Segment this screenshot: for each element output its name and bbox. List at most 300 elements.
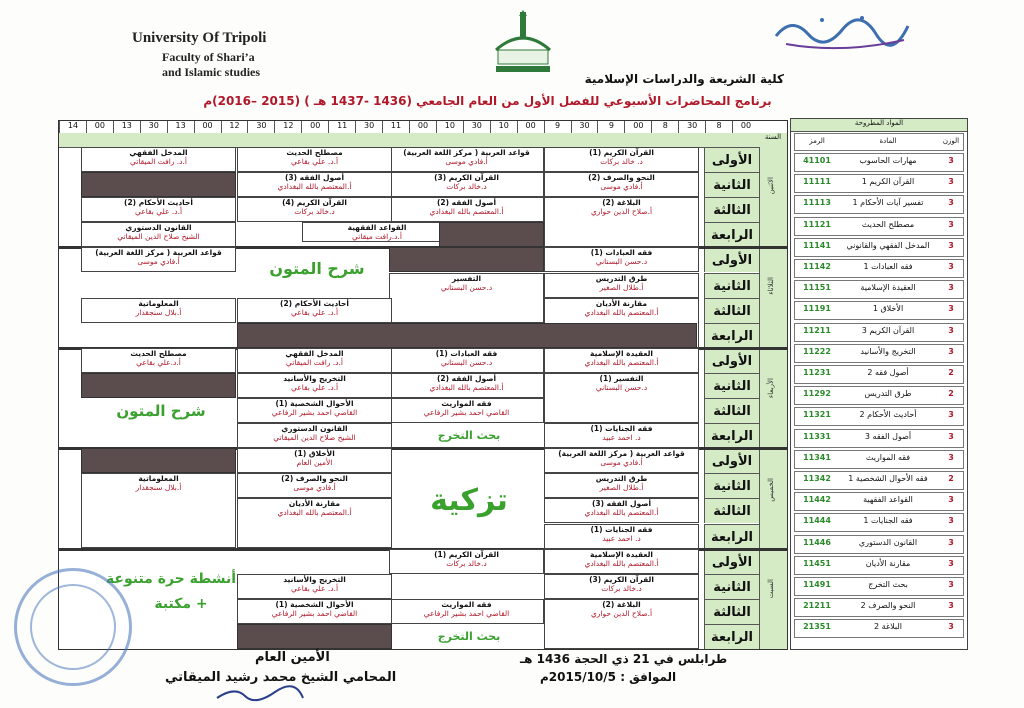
year-label: الأولى bbox=[704, 549, 759, 574]
course-name: التخريج والأسانيد bbox=[283, 373, 346, 383]
subject-weight: 3 bbox=[948, 240, 954, 250]
time-label: 14 bbox=[59, 121, 86, 133]
course-name: القرآن الكريم (3) bbox=[434, 173, 499, 183]
course-name: فقه المواريث bbox=[441, 599, 492, 609]
course-slot bbox=[389, 197, 544, 222]
course-name: مقارنة الأديان bbox=[288, 499, 341, 509]
subject-name: التخريج والأسانيد bbox=[860, 346, 916, 356]
course-name: أصول الفقه (2) bbox=[436, 373, 497, 383]
course-slot bbox=[237, 348, 392, 373]
subject-name: القانون الدستوري bbox=[858, 537, 918, 547]
time-header-bar bbox=[59, 133, 787, 148]
course-slot bbox=[544, 423, 699, 448]
course-slot bbox=[237, 599, 392, 624]
course-teacher: أ.المعتصم بالله البغدادي bbox=[584, 307, 659, 317]
course-slot bbox=[544, 172, 699, 197]
course-teacher: أ.طلال الصغير bbox=[599, 282, 644, 292]
course-teacher: أ.د.علي بقاعي bbox=[136, 357, 181, 367]
course-teacher: د. احمد عبيد bbox=[602, 533, 641, 543]
course-name: أحاديث الأحكام (2) bbox=[124, 198, 193, 208]
subject-weight: 3 bbox=[948, 452, 954, 462]
day-label: الثلاثاء bbox=[767, 277, 775, 296]
subject-name: مصطلح الحديث bbox=[861, 219, 915, 229]
course-slot bbox=[302, 222, 452, 242]
course-slot bbox=[544, 473, 699, 498]
time-label: 00 bbox=[732, 121, 759, 133]
course-slot bbox=[544, 147, 699, 172]
time-label: 30 bbox=[355, 121, 382, 133]
year-label: الرابعة bbox=[704, 323, 759, 348]
course-name: التفسير (1) bbox=[599, 373, 644, 383]
subject-row bbox=[794, 577, 964, 596]
year-label: الرابعة bbox=[704, 624, 759, 649]
time-label: 11 bbox=[328, 121, 355, 133]
course-name: المعلوماتية bbox=[138, 298, 179, 308]
time-label: 30 bbox=[140, 121, 167, 133]
course-teacher: أ.فادي موسى bbox=[600, 182, 643, 192]
subject-weight: 2 bbox=[948, 474, 954, 483]
year-label: الثانية bbox=[704, 574, 759, 599]
course-name: البلاغة (2) bbox=[602, 198, 641, 208]
subject-weight: 3 bbox=[948, 601, 954, 611]
subject-row bbox=[794, 280, 964, 299]
year-label: الأولى bbox=[704, 448, 759, 473]
course-name: المعلوماتية bbox=[138, 474, 179, 484]
subject-row bbox=[794, 344, 964, 363]
subject-name: الأخلاق 1 bbox=[872, 304, 904, 314]
course-name: النحو والصرف (2) bbox=[281, 474, 348, 484]
subject-code: 11222 bbox=[803, 346, 831, 356]
year-label: الرابعة bbox=[704, 524, 759, 549]
course-slot bbox=[237, 574, 392, 599]
course-teacher: د.خالد بركات bbox=[446, 182, 487, 192]
official-stamp-inner-ring bbox=[30, 584, 116, 670]
course-slot bbox=[389, 147, 544, 172]
year-column-header: السنة bbox=[764, 133, 782, 141]
course-name: التفسير bbox=[451, 273, 482, 283]
subject-code: 11231 bbox=[803, 368, 831, 377]
course-name: مصطلح الحديث bbox=[286, 148, 343, 157]
library-label: + مكتبة bbox=[154, 595, 208, 612]
date-hijri: طرابلس في 21 ذي الحجة 1436 هـ bbox=[520, 652, 728, 666]
subject-code: 11142 bbox=[803, 262, 831, 271]
subject-weight: 3 bbox=[948, 346, 954, 356]
course-teacher: أ.د. رافت الميقاتي bbox=[285, 357, 343, 367]
course-name: قواعد العربية ( مركز اللغة العربية) bbox=[95, 248, 222, 258]
course-name: القرآن الكريم (1) bbox=[434, 549, 499, 559]
subject-row bbox=[794, 365, 964, 384]
subject-code: 11342 bbox=[803, 474, 831, 483]
course-slot bbox=[544, 273, 699, 298]
subject-weight: 3 bbox=[948, 622, 954, 632]
course-teacher: د. خالد بركات bbox=[600, 157, 643, 166]
course-name: القرآن الكريم (4) bbox=[282, 198, 347, 208]
subjects-table-header bbox=[794, 133, 964, 151]
course-name: أحاديث الأحكام (2) bbox=[280, 298, 349, 308]
subject-name: البلاغة 2 bbox=[874, 622, 902, 632]
course-name: النحو والصرف (2) bbox=[588, 173, 655, 183]
course-teacher: أ.طلال الصغير bbox=[599, 483, 644, 493]
university-logo bbox=[490, 10, 556, 76]
course-teacher: أ.د. علي بقاعي bbox=[290, 583, 339, 593]
course-slot bbox=[544, 247, 699, 272]
subject-row bbox=[794, 535, 964, 554]
course-slot bbox=[81, 247, 236, 272]
subject-weight: 3 bbox=[948, 262, 954, 271]
subject-code: 11446 bbox=[803, 537, 831, 547]
subject-weight: 3 bbox=[948, 304, 954, 314]
course-slot bbox=[237, 172, 392, 197]
subject-name: أصول فقه 2 bbox=[867, 368, 909, 377]
course-slot bbox=[237, 197, 392, 222]
subject-name: فقه العبادات 1 bbox=[863, 262, 913, 271]
subject-name: فقه الأحوال الشخصية 1 bbox=[848, 474, 928, 483]
course-name: التخريج والأسانيد bbox=[283, 574, 346, 584]
course-teacher: القاضي احمد بشير الرفاعي bbox=[423, 608, 510, 618]
subject-code: 11451 bbox=[803, 558, 831, 568]
course-slot bbox=[389, 273, 544, 323]
course-name: المدخل الفقهي bbox=[285, 348, 344, 358]
subject-row bbox=[794, 407, 964, 426]
course-teacher: أ.المعتصم بالله البغدادي bbox=[584, 558, 659, 568]
course-name: الأحوال الشخصية (1) bbox=[275, 599, 354, 609]
course-slot bbox=[544, 574, 699, 599]
empty-slot bbox=[439, 222, 544, 247]
course-slot bbox=[237, 373, 392, 398]
subject-row bbox=[794, 471, 964, 490]
course-teacher: أ.د. علي بقاعي bbox=[290, 307, 339, 317]
year-label: الأولى bbox=[704, 147, 759, 172]
subject-weight: 3 bbox=[948, 283, 954, 293]
subject-weight: 3 bbox=[948, 219, 954, 229]
subject-name: مقارنة الأديان bbox=[865, 558, 911, 568]
column-header-weight: الوزن bbox=[942, 137, 960, 145]
course-teacher: القاضي احمد بشير الرفاعي bbox=[423, 408, 510, 417]
course-slot bbox=[81, 197, 236, 222]
subject-weight: 3 bbox=[948, 198, 954, 208]
subject-name: القرآن الكريم 3 bbox=[861, 325, 915, 335]
course-teacher: أ.المعتصم بالله البغدادي bbox=[277, 508, 352, 518]
course-teacher: الشيخ صلاح الدين الميقاتي bbox=[117, 232, 200, 242]
course-slot bbox=[389, 549, 544, 574]
course-teacher: أ.د. علي بقاعي bbox=[290, 382, 339, 392]
course-slot bbox=[544, 348, 699, 373]
subject-row bbox=[794, 301, 964, 320]
year-label: الثانية bbox=[704, 473, 759, 498]
year-label: الثالثة bbox=[704, 599, 759, 624]
course-teacher: د.خالد بركات bbox=[601, 583, 642, 593]
empty-slot bbox=[237, 323, 697, 348]
course-teacher: أ.المعتصم بالله البغدادي bbox=[429, 207, 504, 217]
faculty-name-ar: كلية الشريعة والدراسات الإسلامية bbox=[584, 72, 784, 86]
subject-code: 11341 bbox=[803, 452, 831, 462]
subject-name: أصول الفقه 3 bbox=[864, 431, 912, 441]
time-label: 00 bbox=[624, 121, 651, 133]
course-teacher: د.حسن البستاني bbox=[440, 357, 493, 367]
subjects-table-title: المواد المطروحة bbox=[791, 119, 967, 132]
subject-row bbox=[794, 174, 964, 193]
tazkiya-label: تزكية bbox=[430, 483, 508, 519]
course-slot bbox=[389, 348, 544, 373]
university-name-en: University Of Tripoli bbox=[132, 30, 267, 46]
course-slot bbox=[237, 473, 392, 498]
subject-row bbox=[794, 492, 964, 511]
course-name: فقه المواريث bbox=[441, 399, 492, 408]
empty-slot bbox=[237, 624, 392, 649]
day-label: الأربعاء bbox=[767, 377, 775, 398]
subject-code: 41101 bbox=[803, 156, 831, 165]
course-teacher: د. احمد عبيد bbox=[602, 433, 641, 443]
activities-label: أنشطة حرة متنوعة bbox=[105, 570, 237, 587]
time-label: 12 bbox=[221, 121, 248, 133]
time-label: 30 bbox=[463, 121, 490, 133]
course-slot bbox=[81, 222, 236, 247]
subject-name: النحو والصرف 2 bbox=[860, 601, 916, 611]
graduation-research-label: بحث التخرج bbox=[437, 629, 501, 643]
time-label: 00 bbox=[194, 121, 221, 133]
time-label: 10 bbox=[490, 121, 517, 133]
course-slot bbox=[544, 549, 699, 574]
time-label: 30 bbox=[678, 121, 705, 133]
course-teacher: أ.د. علي بقاعي bbox=[290, 157, 339, 166]
course-teacher: أ.فادي موسى bbox=[445, 157, 488, 166]
subject-row bbox=[794, 513, 964, 532]
course-teacher: أ.فادي موسى bbox=[137, 257, 180, 267]
subject-weight: 2 bbox=[948, 389, 954, 399]
course-slot bbox=[237, 423, 392, 448]
subject-name: العقيدة الإسلامية bbox=[860, 283, 916, 293]
year-label: الثانية bbox=[704, 273, 759, 298]
day-column bbox=[759, 147, 787, 247]
secretary-name: المحامي الشيخ محمد رشيد الميقاتي bbox=[165, 670, 397, 685]
timetable-grid bbox=[58, 120, 788, 650]
time-label: 12 bbox=[274, 121, 301, 133]
course-teacher: أ.د. رافت الميقاتي bbox=[129, 157, 187, 166]
year-label: الرابعة bbox=[704, 423, 759, 448]
course-teacher: أ.المعتصم بالله البغدادي bbox=[429, 382, 504, 392]
course-teacher: الأمين العام bbox=[296, 458, 333, 468]
subject-name: القرآن الكريم 1 bbox=[861, 177, 915, 187]
time-label: 30 bbox=[247, 121, 274, 133]
matn-label: شرح المتون bbox=[269, 259, 365, 279]
subject-code: 11442 bbox=[803, 495, 831, 505]
course-name: مصطلح الحديث bbox=[130, 348, 187, 358]
faculty-name-en-line1: Faculty of Shari’a bbox=[162, 50, 255, 64]
course-slot bbox=[544, 599, 699, 649]
subject-row bbox=[794, 619, 964, 638]
subject-name: المدخل الفقهي والقانوني bbox=[846, 240, 930, 250]
subject-weight: 3 bbox=[948, 410, 954, 420]
time-label: 00 bbox=[86, 121, 113, 133]
subject-name: فقه المواريث bbox=[865, 452, 911, 462]
subject-code: 11113 bbox=[803, 198, 831, 208]
subject-weight: 3 bbox=[948, 558, 954, 568]
year-label: الثالثة bbox=[704, 197, 759, 222]
empty-slot bbox=[81, 448, 236, 473]
course-name: طرق التدريس bbox=[595, 273, 648, 283]
course-name: العقيدة الإسلامية bbox=[590, 348, 653, 358]
subject-weight: 3 bbox=[948, 537, 954, 547]
time-label: 00 bbox=[517, 121, 544, 133]
day-column bbox=[759, 247, 787, 347]
course-slot bbox=[81, 298, 236, 323]
course-slot bbox=[81, 348, 236, 373]
course-name: قواعد العربية ( مركز اللغة العربية) bbox=[558, 449, 685, 459]
subject-weight: 3 bbox=[948, 156, 954, 165]
course-teacher: الشيخ صلاح الدين الميقاتي bbox=[273, 433, 356, 443]
subject-code: 11321 bbox=[803, 410, 831, 420]
secretary-title: الأمين العام bbox=[255, 650, 330, 665]
course-slot bbox=[544, 524, 699, 549]
course-slot bbox=[237, 498, 392, 548]
course-teacher: أ.المعتصم بالله البغدادي bbox=[584, 357, 659, 367]
course-teacher: أ.بلال سنجقدار bbox=[135, 483, 182, 493]
subject-weight: 3 bbox=[948, 177, 954, 187]
course-teacher: أ.فادي موسى bbox=[293, 483, 336, 493]
time-label: 11 bbox=[382, 121, 409, 133]
day-label: الخميس bbox=[767, 478, 775, 502]
year-label: الثانية bbox=[704, 172, 759, 197]
course-slot bbox=[237, 398, 392, 423]
course-teacher: أ.صلاح الدين حواري bbox=[590, 608, 653, 618]
day-label: الاثنين bbox=[767, 177, 775, 195]
subject-weight: 2 bbox=[948, 368, 954, 377]
subject-row bbox=[794, 259, 964, 278]
time-label: 13 bbox=[167, 121, 194, 133]
subject-name: فقه الجنايات 1 bbox=[863, 516, 913, 526]
course-slot bbox=[544, 373, 699, 423]
year-label: الثالثة bbox=[704, 398, 759, 423]
course-name: فقه الجنايات (1) bbox=[590, 524, 653, 534]
subject-code: 11444 bbox=[803, 516, 831, 526]
course-name: أصول الفقه (2) bbox=[436, 198, 497, 208]
subject-code: 11331 bbox=[803, 431, 831, 441]
subject-code: 11121 bbox=[803, 219, 831, 229]
subject-weight: 3 bbox=[948, 495, 954, 505]
subject-row bbox=[794, 556, 964, 575]
faculty-name-en-line2: and Islamic studies bbox=[162, 65, 261, 79]
empty-slot bbox=[81, 172, 236, 197]
course-name: فقه الجنايات (1) bbox=[590, 424, 653, 434]
course-teacher: أ.بلال سنجقدار bbox=[135, 307, 182, 317]
course-name: الأحوال الشخصية (1) bbox=[275, 399, 354, 408]
course-teacher: أ.المعتصم بالله البغدادي bbox=[584, 508, 659, 518]
course-slot bbox=[389, 398, 544, 423]
subject-row bbox=[794, 429, 964, 448]
course-name: البلاغة (2) bbox=[602, 599, 641, 609]
year-label: الثانية bbox=[704, 373, 759, 398]
course-name: أصول الفقه (3) bbox=[284, 173, 345, 183]
course-name: القرآن الكريم (3) bbox=[589, 574, 654, 584]
time-label: 30 bbox=[571, 121, 598, 133]
subject-weight: 3 bbox=[948, 325, 954, 335]
subject-code: 21211 bbox=[803, 601, 831, 611]
column-header-subject: المادة bbox=[879, 137, 897, 145]
year-label: الثالثة bbox=[704, 298, 759, 323]
university-calligraphy-logo bbox=[772, 10, 912, 54]
subject-code: 11111 bbox=[803, 177, 831, 187]
course-teacher: أ.د.رافت ميقاتي bbox=[352, 232, 402, 242]
course-slot bbox=[237, 448, 392, 473]
subject-row bbox=[794, 238, 964, 257]
subject-code: 11191 bbox=[803, 304, 831, 314]
subject-code: 11151 bbox=[803, 283, 831, 293]
course-teacher: أ.المعتصم بالله البغدادي bbox=[277, 182, 352, 192]
subject-name: القواعد الفقهية bbox=[863, 495, 913, 505]
course-slot bbox=[389, 373, 544, 398]
signature bbox=[215, 684, 305, 704]
subject-row bbox=[794, 153, 964, 172]
subject-code: 21351 bbox=[803, 622, 831, 632]
time-label: 9 bbox=[544, 121, 571, 133]
course-slot bbox=[81, 473, 236, 548]
subject-code: 11491 bbox=[803, 580, 831, 589]
graduation-research-label: بحث التخرج bbox=[437, 429, 501, 443]
subject-row bbox=[794, 217, 964, 236]
subject-name: بحث التخرج bbox=[868, 580, 908, 589]
course-teacher: د.خالد بركات bbox=[446, 558, 487, 568]
course-name: طرق التدريس bbox=[595, 474, 648, 484]
subject-code: 11211 bbox=[803, 325, 831, 335]
course-name: القانون الدستوري bbox=[281, 424, 348, 434]
course-slot bbox=[81, 147, 236, 172]
course-teacher: د.حسن البستاني bbox=[440, 282, 493, 292]
course-name: الأخلاق (1) bbox=[294, 449, 335, 459]
time-label: 8 bbox=[651, 121, 678, 133]
subject-name: تفسير آيات الأحكام 1 bbox=[852, 198, 924, 208]
course-name: القرآن الكريم (1) bbox=[589, 148, 654, 157]
course-name: فقه العبادات (1) bbox=[590, 248, 653, 258]
column-header-code: الرمز bbox=[809, 137, 825, 145]
subject-name: أحاديث الأحكام 2 bbox=[859, 410, 917, 420]
day-label: السبت bbox=[767, 578, 775, 598]
course-slot bbox=[544, 448, 699, 473]
subject-row bbox=[794, 450, 964, 469]
course-teacher: أ.د. علي بقاعي bbox=[134, 207, 183, 217]
subject-row bbox=[794, 195, 964, 214]
subject-weight: 3 bbox=[948, 431, 954, 441]
course-teacher: د.حسن البستاني bbox=[595, 382, 648, 392]
course-name: أصول الفقه (3) bbox=[591, 499, 652, 509]
subject-weight: 3 bbox=[948, 516, 954, 526]
subject-row bbox=[794, 598, 964, 617]
time-label: 00 bbox=[409, 121, 436, 133]
course-name: قواعد العربية ( مركز اللغة العربية) bbox=[403, 148, 530, 157]
program-title: برنامج المحاضرات الأسبوعي للفصل الأول من العام الجامعي (1436 -1437 هـ ) (2015 –2016)م bbox=[203, 94, 772, 108]
course-teacher: أ.فادي موسى bbox=[600, 458, 643, 468]
subject-code: 11292 bbox=[803, 389, 831, 399]
time-label: 9 bbox=[597, 121, 624, 133]
year-label: الأولى bbox=[704, 247, 759, 272]
subject-name: مهارات الحاسوب bbox=[859, 156, 917, 165]
subject-row bbox=[794, 323, 964, 342]
subject-code: 11141 bbox=[803, 240, 831, 250]
course-slot bbox=[389, 599, 544, 624]
course-name: فقه العبادات (1) bbox=[435, 348, 498, 358]
date-gregorian: الموافق : 2015/10/5م bbox=[540, 670, 677, 684]
time-label: 13 bbox=[113, 121, 140, 133]
year-label: الرابعة bbox=[704, 222, 759, 247]
course-teacher: د.خالد بركات bbox=[294, 207, 335, 217]
course-name: المدخل الفقهي bbox=[129, 148, 188, 157]
subjects-table bbox=[790, 118, 968, 650]
year-label: الأولى bbox=[704, 348, 759, 373]
course-slot bbox=[237, 298, 392, 323]
course-slot bbox=[389, 172, 544, 197]
subject-row bbox=[794, 386, 964, 405]
time-label: 10 bbox=[436, 121, 463, 133]
subject-name: طرق التدريس bbox=[864, 389, 912, 399]
